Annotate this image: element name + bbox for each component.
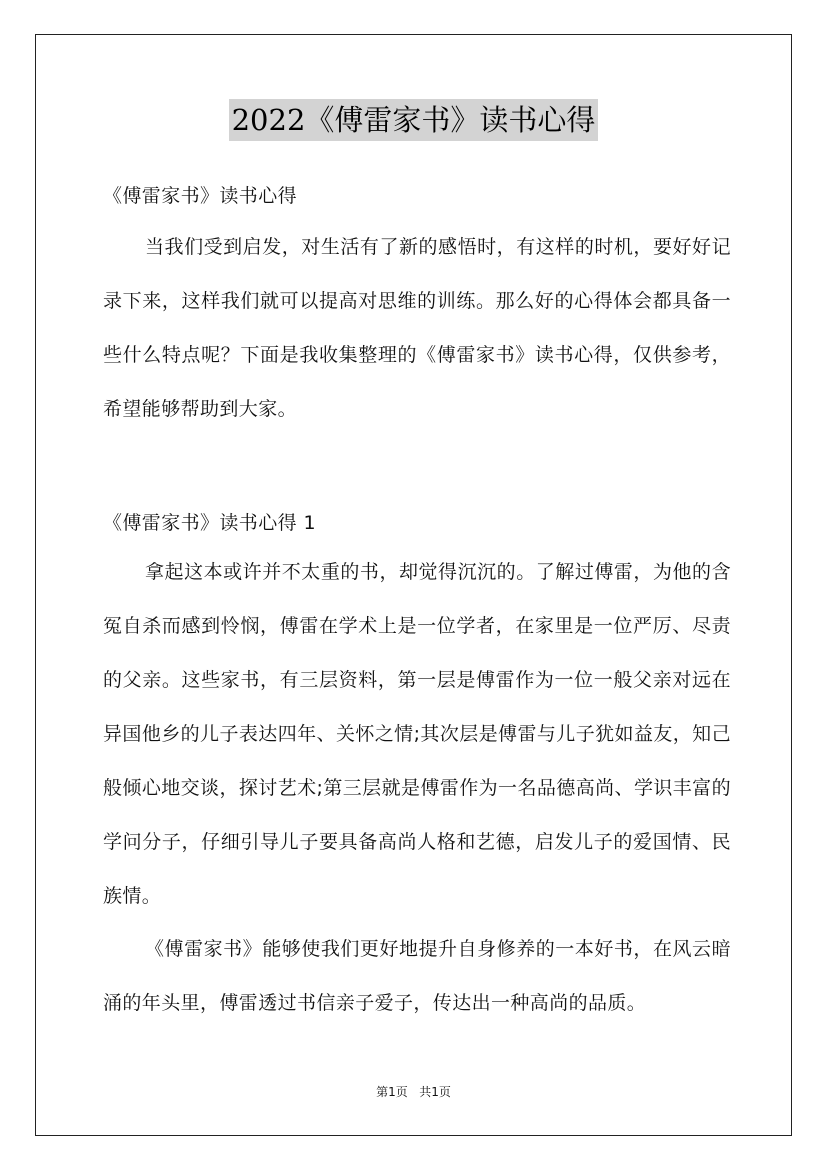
section-paragraph-2: 《傅雷家书》能够使我们更好地提升自身修养的一本好书，在风云暗涌的年头里，傅雷透过书信亲子爱子，传达出一种高尚的品质。 [103,938,731,1014]
section-heading: 《傅雷家书》读书心得 1 [103,512,316,534]
document-title: 2022《傅雷家书》读书心得 [229,99,598,141]
subtitle: 《傅雷家书》读书心得 [103,185,298,207]
page-footer: 第1页 共1页 [376,1085,451,1099]
section-paragraph-1: 拿起这本或许并不太重的书，却觉得沉沉的。了解过傅雷，为他的含冤自杀而感到怜悯，傅雷在学术上是一位学者，在家里是一位严厉、尽责的父亲。这些家书，有三层资料，第一层是傅雷作为一位一般父亲对远在异国他乡的儿子表达四年、关怀之情;其次层是傅雷与儿子犹如益友，知己般倾心地交谈，探讨艺术;第三层就是傅雷作为一名品德高尚、学识丰富的学问分子，仔细引导儿子要具备高尚人格和艺德，启发儿子的爱国情、民族情。 [103,561,731,907]
intro-paragraph: 当我们受到启发，对生活有了新的感悟时，有这样的时机，要好好记录下来，这样我们就可以提高对思维的训练。那么好的心得体会都具备一些什么特点呢？下面是我收集整理的《傅雷家书》读书心得，仅供参考，希望能够帮助到大家。 [103,236,731,420]
